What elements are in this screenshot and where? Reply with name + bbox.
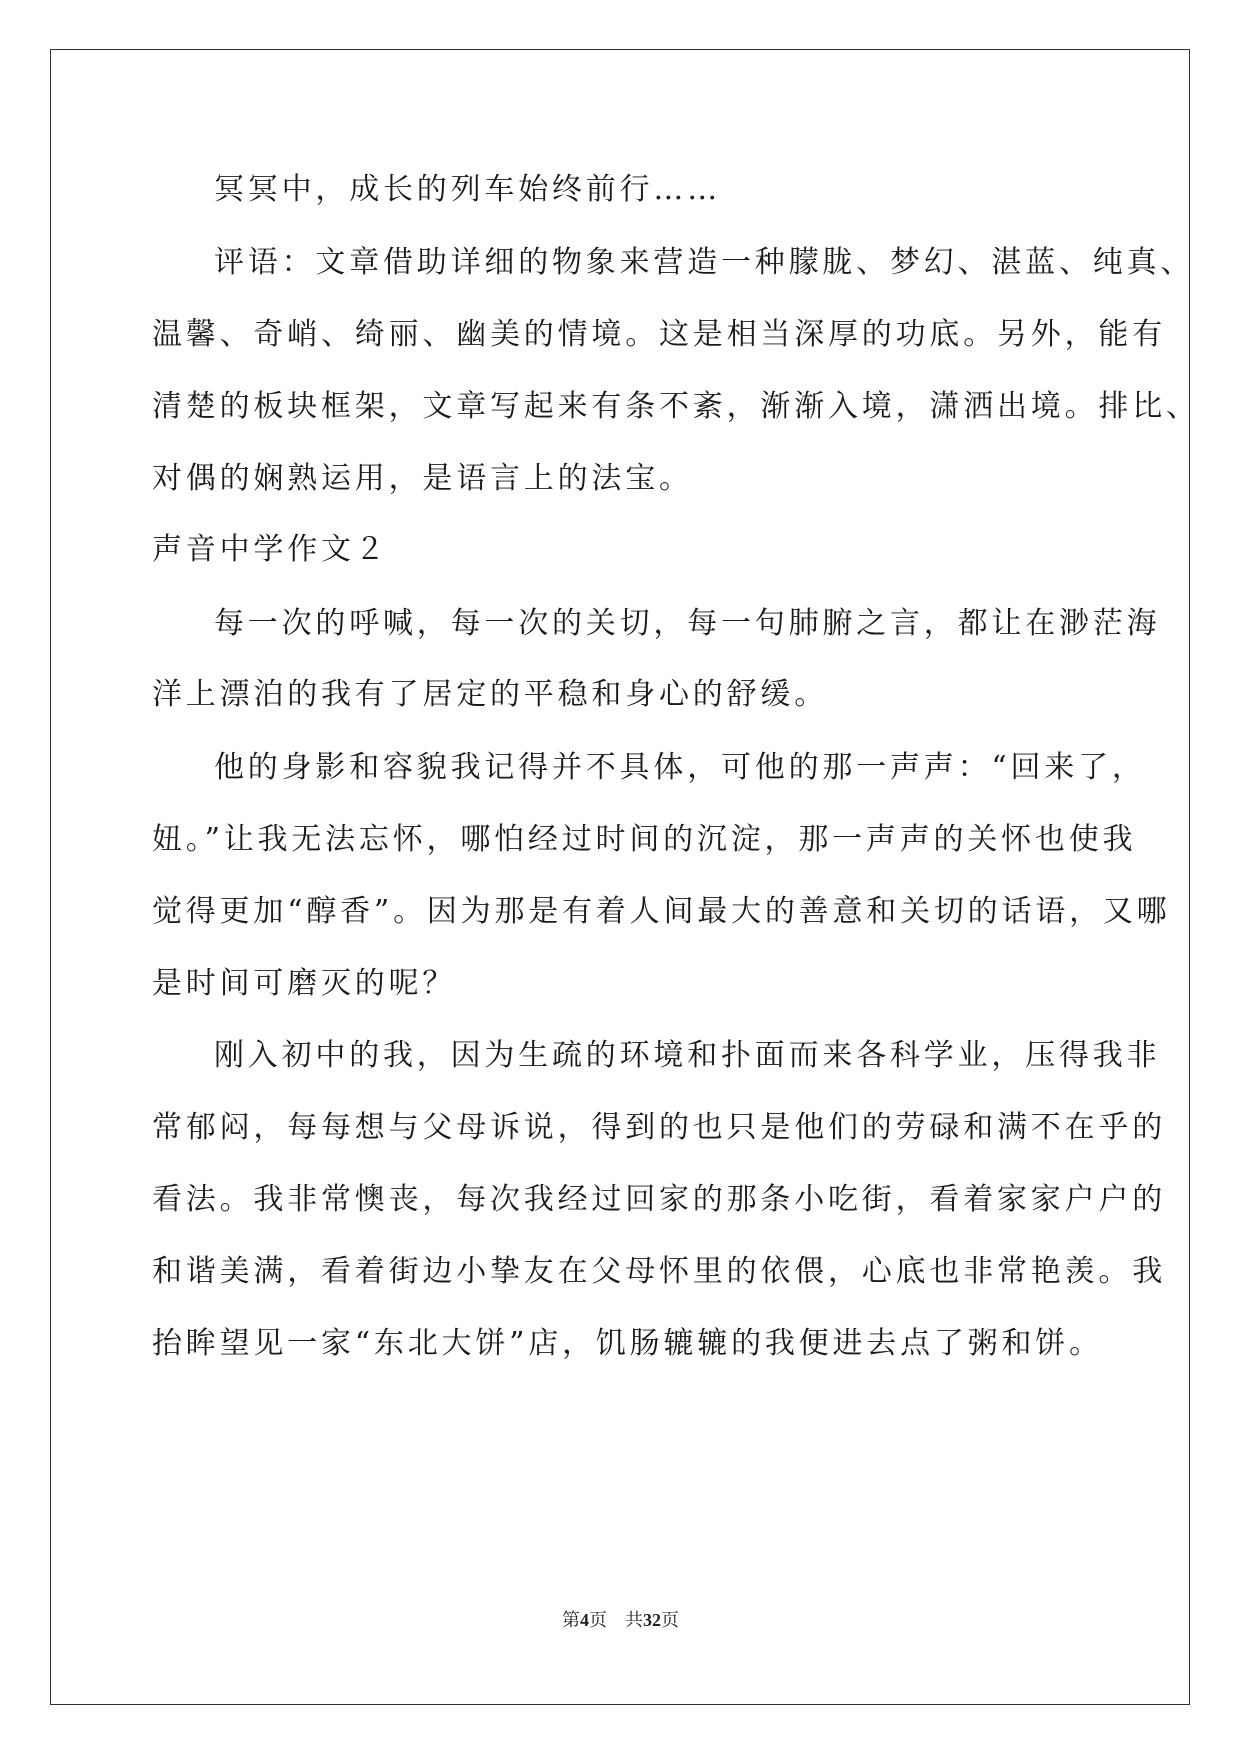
total-pages: 32 bbox=[643, 1610, 661, 1630]
paragraph-line: 评语：文章借助详细的物象来营造一种朦胧、梦幻、湛蓝、纯真、 bbox=[214, 245, 1195, 280]
total-suffix: 页 bbox=[661, 1610, 679, 1630]
paragraph-line: 和谐美满，看着街边小挚友在父母怀里的依偎，心底也非常艳羡。我 bbox=[152, 1254, 1166, 1289]
page-suffix: 页 bbox=[589, 1610, 607, 1630]
paragraph-line: 抬眸望见一家“东北大饼”店，饥肠辘辘的我便进去点了粥和饼。 bbox=[152, 1326, 1103, 1361]
paragraph-line: 清楚的板块框架，文章写起来有条不紊，渐渐入境，潇洒出境。排比、 bbox=[152, 389, 1200, 424]
paragraph-line: 洋上漂泊的我有了居定的平稳和身心的舒缓。 bbox=[152, 677, 828, 712]
paragraph-line: 每一次的呼喊，每一次的关切，每一句肺腑之言，都让在渺茫海 bbox=[214, 606, 1161, 641]
page-prefix: 第 bbox=[562, 1610, 580, 1630]
page-footer bbox=[0, 1609, 1241, 1631]
paragraph-line: 常郁闷，每每想与父母诉说，得到的也只是他们的劳碌和满不在乎的 bbox=[152, 1110, 1166, 1145]
paragraph-line: 看法。我非常懊丧，每次我经过回家的那条小吃街，看着家家户户的 bbox=[152, 1182, 1166, 1217]
paragraph-line: 对偶的娴熟运用，是语言上的法宝。 bbox=[152, 461, 693, 496]
paragraph-line: 冥冥中，成长的列车始终前行…… bbox=[214, 172, 721, 207]
paragraph-line: 妞。”让我无法忘怀，哪怕经过时间的沉淀，那一声声的关怀也使我 bbox=[152, 822, 1137, 857]
paragraph-line: 温馨、奇峭、绮丽、幽美的情境。这是相当深厚的功底。另外，能有 bbox=[152, 317, 1166, 352]
paragraph-line: 他的身影和容貌我记得并不具体，可他的那一声声：“回来了， bbox=[214, 750, 1146, 785]
total-prefix: 共 bbox=[625, 1610, 643, 1630]
paragraph-line: 刚入初中的我，因为生疏的环境和扑面而来各科学业，压得我非 bbox=[214, 1038, 1161, 1073]
paragraph-line: 觉得更加“醇香”。因为那是有着人间最大的善意和关切的话语，又哪 bbox=[152, 894, 1171, 929]
page-number: 4 bbox=[580, 1610, 589, 1630]
paragraph-line: 是时间可磨灭的呢？ bbox=[152, 966, 457, 1001]
page-border bbox=[50, 49, 1190, 1705]
section-heading: 声音中学作文２ bbox=[152, 532, 389, 567]
